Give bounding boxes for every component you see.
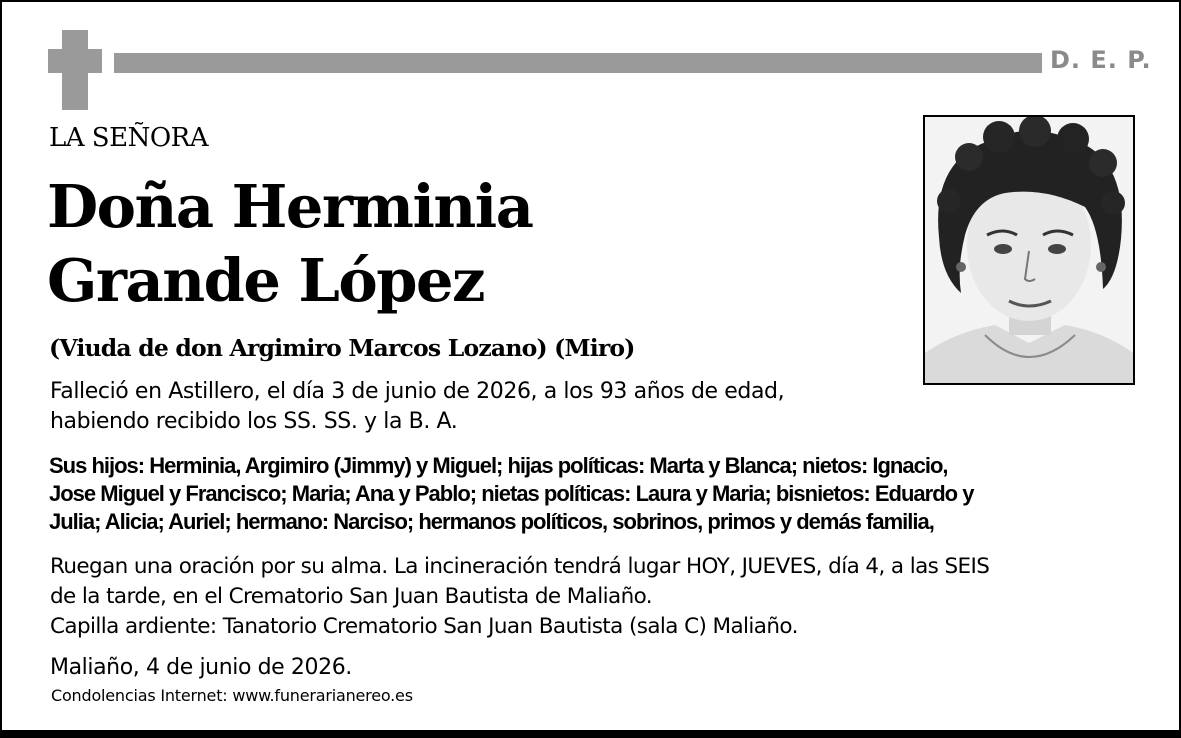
family-list: [49, 452, 973, 536]
condolences-line: Condolencias Internet: www.funerarianereo.es: [51, 686, 413, 705]
family-line: Sus hijos: Herminia, Argimiro (Jimmy) y Miguel; hijas políticas: Marta y Blanca; nietos: Ignacio,: [49, 453, 948, 478]
name-line: Doña Herminia: [47, 172, 533, 241]
portrait-photo: [923, 115, 1135, 385]
place-date: Maliaño, 4 de junio de 2026.: [50, 655, 352, 680]
service-details: [50, 552, 989, 642]
name-line: Grande López: [47, 246, 485, 315]
family-line: Julia; Alicia; Auriel; hermano: Narciso; hermanos políticos, sobrinos, primos y demás familia,: [49, 509, 934, 534]
death-line: habiendo recibido los SS. SS. y la B. A.: [50, 409, 458, 434]
deceased-name: [47, 170, 532, 318]
dep-label: D. E. P.: [1050, 46, 1152, 74]
death-details: [50, 377, 784, 437]
service-line: de la tarde, en el Crematorio San Juan Bautista de Maliaño.: [50, 584, 653, 609]
family-line: Jose Miguel y Francisco; Maria; Ana y Pablo; nietas políticas: Laura y Maria; bisnietos: Eduardo y: [49, 481, 974, 506]
cross-icon: [48, 30, 102, 110]
bottom-border: [2, 730, 1179, 738]
header-rule: [114, 53, 1042, 73]
service-line: Capilla ardiente: Tanatorio Crematorio San Juan Bautista (sala C) Maliaño.: [50, 614, 798, 639]
death-line: Falleció en Astillero, el día 3 de junio de 2026, a los 93 años de edad,: [50, 379, 785, 404]
service-line: Ruegan una oración por su alma. La incineración tendrá lugar HOY, JUEVES, día 4, a las SEIS: [50, 554, 990, 579]
widow-line: (Viuda de don Argimiro Marcos Lozano) (Miro): [49, 334, 635, 362]
title-prefix: LA SEÑORA: [49, 123, 209, 153]
